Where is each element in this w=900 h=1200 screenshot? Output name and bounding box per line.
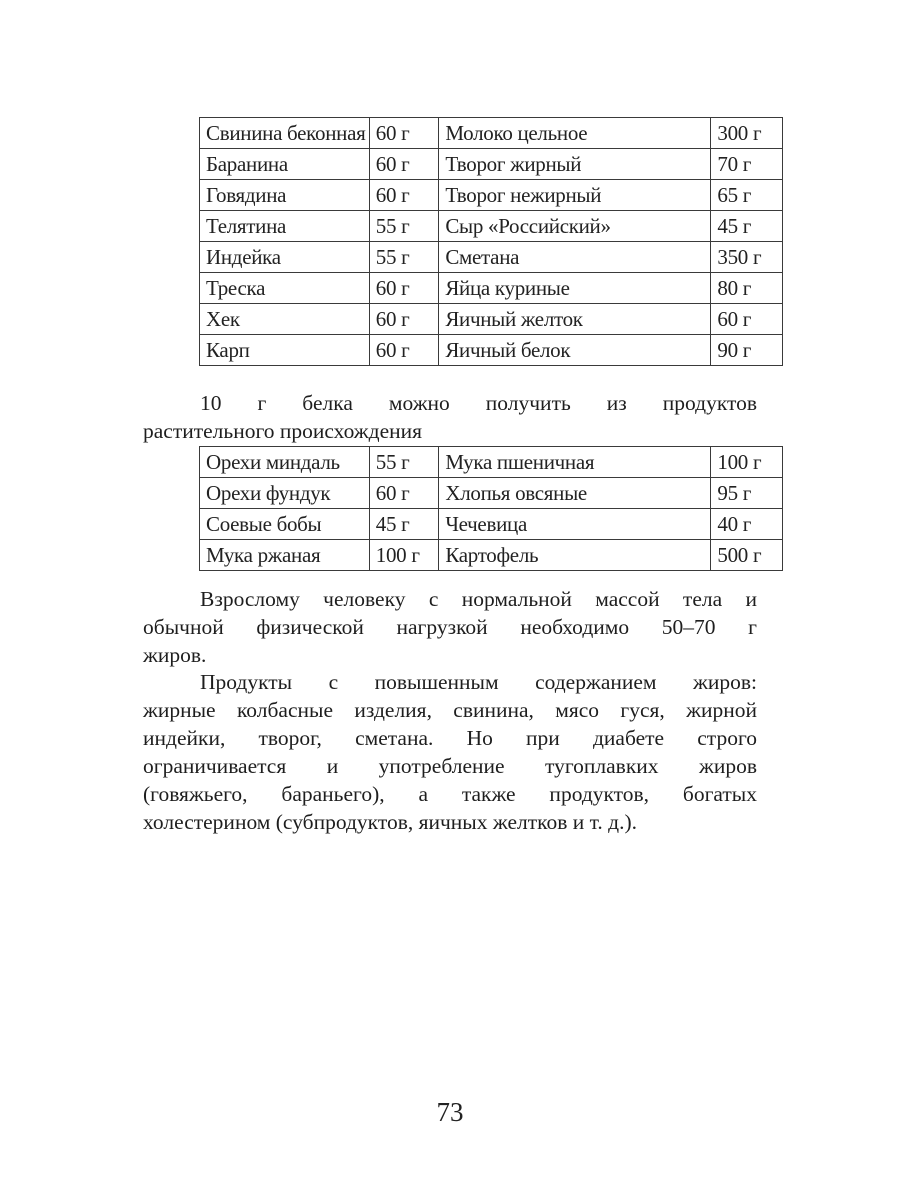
product-name: Соевые бобы	[200, 509, 370, 540]
product-amount: 60 г	[369, 304, 439, 335]
product-name: Баранина	[200, 149, 370, 180]
table-row	[200, 335, 783, 366]
product-name: Творог нежирный	[439, 180, 711, 211]
product-amount: 350 г	[711, 242, 783, 273]
paragraph-line: Продукты с повышенным содержанием жиров:	[200, 670, 757, 694]
product-amount: 80 г	[711, 273, 783, 304]
product-amount: 60 г	[369, 149, 439, 180]
product-amount: 100 г	[369, 540, 439, 571]
plant-protein-table	[199, 446, 783, 571]
paragraph-line: холестерином (субпродуктов, яичных желтков и т. д.).	[143, 810, 638, 834]
product-name: Телятина	[200, 211, 370, 242]
product-amount: 55 г	[369, 447, 439, 478]
product-amount: 55 г	[369, 242, 439, 273]
product-name: Сметана	[439, 242, 711, 273]
product-amount: 45 г	[711, 211, 783, 242]
page-number: 73	[436, 1097, 464, 1127]
product-name: Мука ржаная	[200, 540, 370, 571]
paragraph-line: жиров.	[143, 643, 207, 667]
product-amount: 300 г	[711, 118, 783, 149]
product-amount: 45 г	[369, 509, 439, 540]
product-name: Молоко цельное	[439, 118, 711, 149]
product-name: Индейка	[200, 242, 370, 273]
product-amount: 40 г	[711, 509, 783, 540]
product-name: Орехи фундук	[200, 478, 370, 509]
product-amount: 60 г	[369, 180, 439, 211]
paragraph-line: ограничивается и употребление тугоплавких жиров	[143, 754, 757, 778]
plant-protein-intro-paragraph	[143, 389, 757, 445]
product-name: Яйца куриные	[439, 273, 711, 304]
paragraph-line: 10 г белка можно получить из продуктов	[200, 391, 757, 415]
product-name: Треска	[200, 273, 370, 304]
fat-products-paragraph	[143, 668, 757, 836]
paragraph-line: жирные колбасные изделия, свинина, мясо гуся, жирной	[143, 698, 757, 722]
table-row	[200, 304, 783, 335]
product-amount: 95 г	[711, 478, 783, 509]
product-amount: 60 г	[711, 304, 783, 335]
product-name: Яичный белок	[439, 335, 711, 366]
product-name: Хек	[200, 304, 370, 335]
paragraph-line: Взрослому человеку с нормальной массой тела и	[200, 587, 757, 611]
table-row	[200, 149, 783, 180]
paragraph-line: растительного происхождения	[143, 419, 423, 443]
product-name: Орехи миндаль	[200, 447, 370, 478]
product-amount: 100 г	[711, 447, 783, 478]
table-row	[200, 540, 783, 571]
product-name: Картофель	[439, 540, 711, 571]
product-name: Творог жирный	[439, 149, 711, 180]
product-amount: 60 г	[369, 273, 439, 304]
table-row	[200, 180, 783, 211]
product-amount: 60 г	[369, 118, 439, 149]
product-amount: 500 г	[711, 540, 783, 571]
product-name: Чечевица	[439, 509, 711, 540]
table-row	[200, 273, 783, 304]
product-amount: 55 г	[369, 211, 439, 242]
animal-protein-table	[199, 117, 783, 366]
paragraph-line: индейки, творог, сметана. Но при диабете строго	[143, 726, 757, 750]
product-name: Свинина беконная	[200, 118, 370, 149]
product-amount: 65 г	[711, 180, 783, 211]
table-row	[200, 211, 783, 242]
product-name: Карп	[200, 335, 370, 366]
table-row	[200, 509, 783, 540]
table-row	[200, 242, 783, 273]
product-amount: 90 г	[711, 335, 783, 366]
table-row	[200, 478, 783, 509]
product-name: Говядина	[200, 180, 370, 211]
product-name: Сыр «Российский»	[439, 211, 711, 242]
fat-norm-paragraph	[143, 585, 757, 669]
paragraph-line: (говяжьего, бараньего), а также продуктов, богатых	[143, 782, 757, 806]
paragraph-line: обычной физической нагрузкой необходимо 50–70 г	[143, 615, 757, 639]
table-row	[200, 118, 783, 149]
product-amount: 60 г	[369, 335, 439, 366]
product-name: Мука пшеничная	[439, 447, 711, 478]
product-name: Яичный желток	[439, 304, 711, 335]
product-amount: 70 г	[711, 149, 783, 180]
table-row	[200, 447, 783, 478]
product-name: Хлопья овсяные	[439, 478, 711, 509]
product-amount: 60 г	[369, 478, 439, 509]
